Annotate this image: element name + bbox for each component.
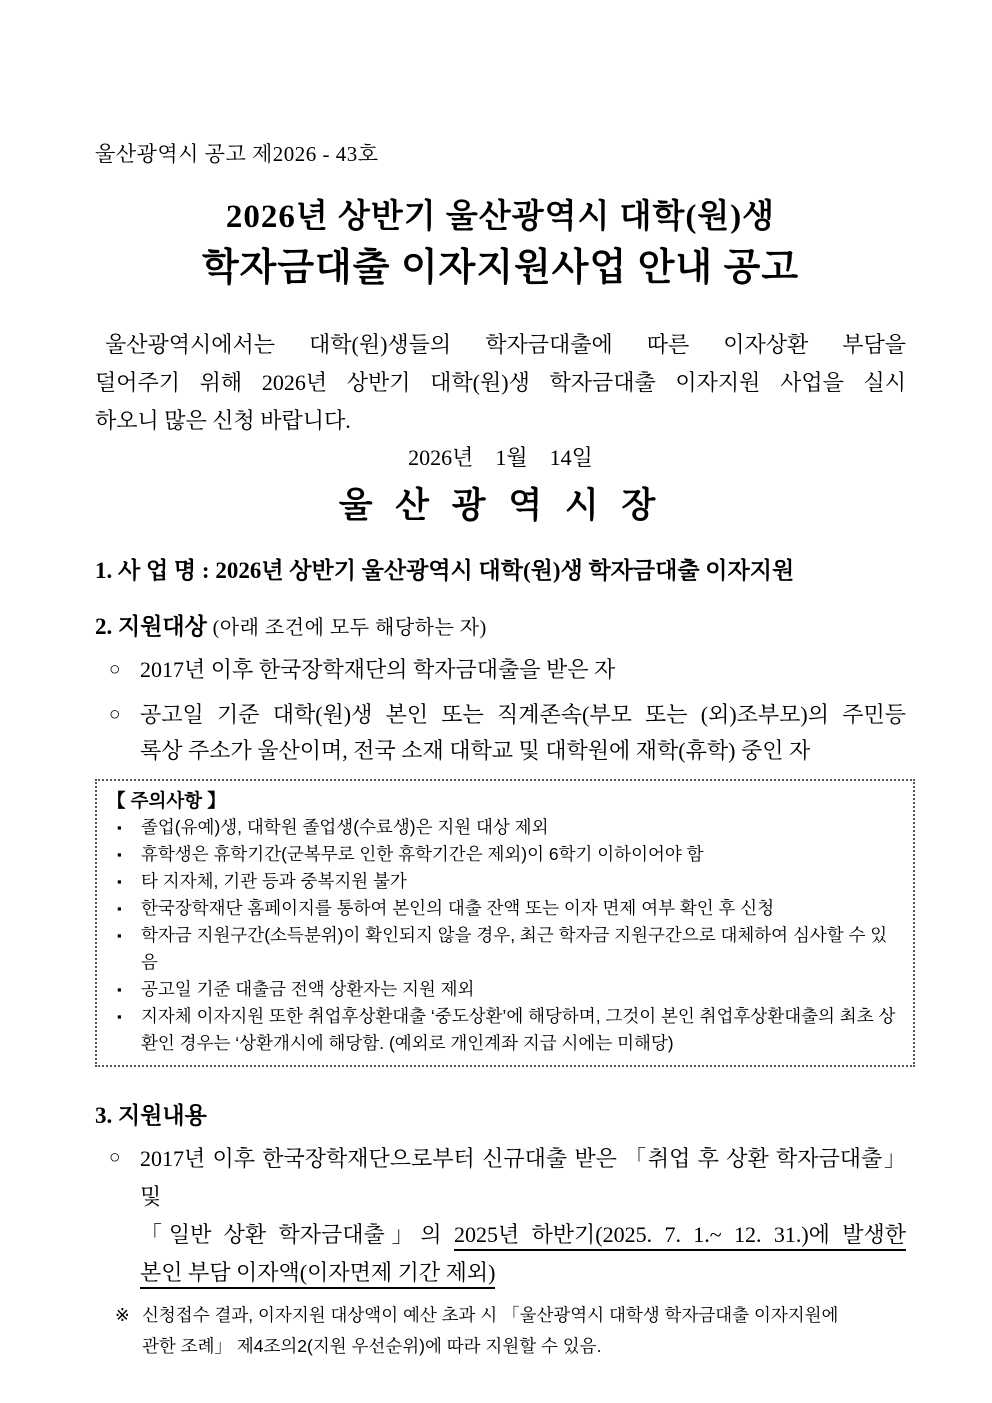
eligibility-item-2 xyxy=(95,697,906,769)
reference-mark-icon: ※ xyxy=(115,1305,130,1325)
section-1-heading: 1. 사 업 명 : 2026년 상반기 울산광역시 대학(원)생 학자금대출 이자지원 xyxy=(95,558,795,583)
notice-item-text: 지자체 이자지원 또한 취업후상환대출 ‘중도상환’에 해당하며, 그것이 본인 취업후상환대출의 최초 상환인 경우는 ‘상환개시에 해당함. (예외로 개인계좌 지급 시에는 미해당) xyxy=(141,1006,896,1053)
notice-item-text: 졸업(유예)생, 대학원 졸업생(수료생)은 지원 대상 제외 xyxy=(141,817,549,837)
title-line-1: 2026년 상반기 울산광역시 대학(원)생 xyxy=(225,199,776,235)
notice-box xyxy=(95,779,915,1067)
square-bullet-icon: ▪ xyxy=(117,982,122,997)
support-note-text xyxy=(142,1300,906,1362)
support-note-line-1: 신청접수 결과, 이자지원 대상액이 예산 초과 시 「울산광역시 대학생 학자금대출 이자지원에 xyxy=(142,1305,839,1325)
intro-line-2: 덜어주기 위해 2026년 상반기 대학(원)생 학자금대출 이자지원 사업을 실시 xyxy=(95,370,906,395)
square-bullet-icon: ▪ xyxy=(117,1009,122,1024)
circle-bullet-icon: ○ xyxy=(109,659,121,680)
eligibility-item-1-line: 2017년 이후 한국장학재단의 학자금대출을 받은 자 xyxy=(140,657,616,682)
notice-item-text: 휴학생은 휴학기간(군복무로 인한 휴학기간은 제외)이 6학기 이하이어야 함 xyxy=(141,844,704,864)
notice-item-text: 한국장학재단 홈페이지를 통하여 본인의 대출 잔액 또는 이자 면제 여부 확인 후 신청 xyxy=(141,898,775,918)
section-2-subtitle: (아래 조건에 모두 해당하는 자) xyxy=(212,617,487,639)
support-item xyxy=(95,1140,906,1292)
signature-mayor: 울 산 광 역 시 장 xyxy=(338,486,663,525)
section-3-heading: 3. 지원내용 xyxy=(95,1103,207,1128)
notice-item xyxy=(107,841,901,868)
page-title xyxy=(95,195,906,294)
doc-number: 울산광역시 공고 제2026 - 43호 xyxy=(95,142,379,166)
intro-line-1: 울산광역시에서는 대학(원)생들의 학자금대출에 따른 이자상환 부담을 xyxy=(105,332,906,357)
intro-paragraph xyxy=(95,326,906,440)
support-item-line-3 xyxy=(140,1254,906,1292)
support-item-line-2-pre: 「일반 상환 학자금대출」의 xyxy=(140,1222,454,1247)
section-2-title: 2. 지원대상 xyxy=(95,614,207,639)
notice-item xyxy=(107,1003,901,1057)
notice-item-text: 학자금 지원구간(소득분위)이 확인되지 않을 경우, 최근 학자금 지원구간으로 대체하여 심사할 수 있음 xyxy=(141,925,888,972)
square-bullet-icon: ▪ xyxy=(117,874,122,889)
support-note xyxy=(95,1300,906,1362)
square-bullet-icon: ▪ xyxy=(117,847,122,862)
support-item-line-2-underlined: 2025년 하반기(2025. 7. 1.~ 12. 31.)에 발생한 xyxy=(454,1222,906,1251)
notice-item xyxy=(107,895,901,922)
square-bullet-icon: ▪ xyxy=(117,928,122,943)
eligibility-item-1 xyxy=(95,652,906,688)
square-bullet-icon: ▪ xyxy=(117,820,122,835)
notice-box-title: 【 주의사항 】 xyxy=(107,790,226,811)
title-line-2: 학자금대출 이자지원사업 안내 공고 xyxy=(201,247,800,289)
notice-item xyxy=(107,922,901,976)
support-item-line-3-underlined: 본인 부담 이자액(이자면제 기간 제외) xyxy=(140,1260,495,1289)
support-item-line-2 xyxy=(140,1216,906,1254)
notice-item-text: 타 지자체, 기관 등과 중복지원 불가 xyxy=(141,871,407,891)
support-item-line-1: 2017년 이후 한국장학재단으로부터 신규대출 받은 「취업 후 상환 학자금대출」 및 xyxy=(140,1146,906,1209)
circle-bullet-icon: ○ xyxy=(109,704,121,725)
notice-item-text: 공고일 기준 대출금 전액 상환자는 지원 제외 xyxy=(141,979,475,999)
notice-item xyxy=(107,814,901,841)
support-item-text xyxy=(140,1140,906,1292)
support-note-line-2: 관한 조례」 제4조의2(지원 우선순위)에 따라 지원할 수 있음. xyxy=(142,1336,602,1356)
notice-item xyxy=(107,976,901,1003)
announcement-date: 2026년 1월 14일 xyxy=(408,445,593,470)
eligibility-item-2-text xyxy=(140,697,906,769)
eligibility-item-2-line-2: 록상 주소가 울산이며, 전국 소재 대학교 및 대학원에 재학(휴학) 중인 자 xyxy=(140,738,811,763)
circle-bullet-icon: ○ xyxy=(109,1147,121,1168)
notice-item xyxy=(107,868,901,895)
section-2-heading xyxy=(95,612,906,643)
square-bullet-icon: ▪ xyxy=(117,901,122,916)
intro-line-3: 하오니 많은 신청 바랍니다. xyxy=(95,408,351,433)
eligibility-item-2-line-1: 공고일 기준 대학(원)생 본인 또는 직계존속(부모 또는 (외)조부모)의 주민등 xyxy=(140,702,906,727)
eligibility-item-1-text xyxy=(140,652,906,688)
